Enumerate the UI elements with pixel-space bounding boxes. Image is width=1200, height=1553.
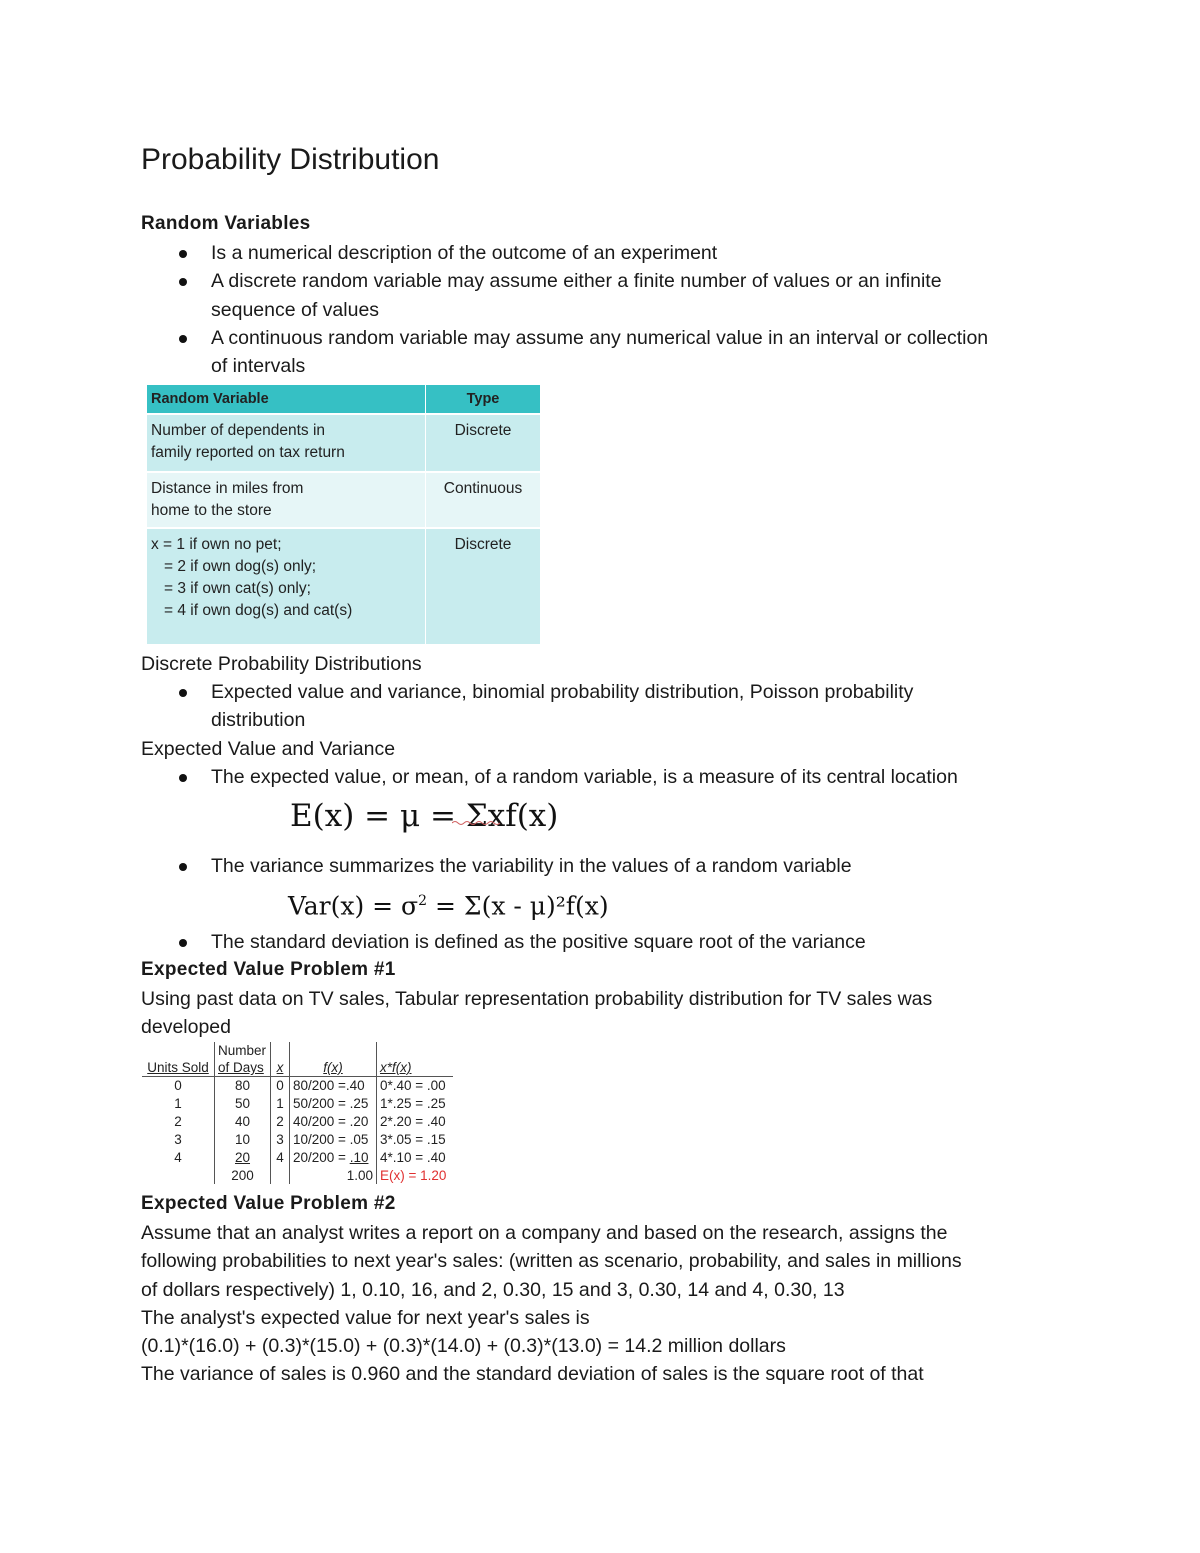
bullet-icon (179, 250, 187, 258)
total-days: 200 (215, 1167, 271, 1184)
cell-text: = 3 if own cat(s) only; (164, 580, 311, 597)
list-item: Expected value and variance, binomial probability distribution, Poisson probability distribution (141, 678, 1011, 735)
cell-text: home to the store (151, 502, 272, 519)
ev-list-3 (141, 928, 1111, 956)
page-title: Probability Distribution (141, 143, 440, 176)
text-line: following probabilities to next year's sales: (written as scenario, probability, and sales in millions (141, 1250, 962, 1273)
bullet-icon (179, 278, 187, 286)
list-item: The standard deviation is defined as the positive square root of the variance (141, 928, 1111, 956)
problem-1-heading: Expected Value Problem #1 (141, 959, 396, 980)
bullet-icon (179, 939, 187, 947)
list-item: Is a numerical description of the outcome of an experiment (141, 239, 1051, 267)
cell-text: x = 1 if own no pet; (151, 536, 282, 553)
bullet-icon (179, 863, 187, 871)
text-line: The analyst's expected value for next year's sales is (141, 1306, 590, 1329)
discrete-heading: Discrete Probability Distributions (141, 653, 422, 675)
table-header-row (142, 1042, 453, 1059)
cell-text: = 2 if own dog(s) only; (164, 558, 317, 575)
type-cell: Discrete (426, 528, 541, 644)
problem-2-heading: Expected Value Problem #2 (141, 1193, 396, 1214)
header-number: Number (215, 1042, 271, 1059)
table-row: 2 40 2 40/200 = .20 2*.20 = .40 (142, 1113, 453, 1131)
table-row (147, 528, 540, 644)
text-line: (0.1)*(16.0) + (0.3)*(15.0) + (0.3)*(14.0) + (0.3)*(13.0) = 14.2 million dollars (141, 1335, 786, 1358)
list-item: The variance summarizes the variability in the values of a random variable (141, 852, 1111, 880)
expected-value-total: E(x) = 1.20 (377, 1167, 454, 1184)
type-cell: Discrete (426, 414, 541, 472)
ev-list-1 (141, 763, 1111, 791)
list-item: The expected value, or mean, of a random variable, is a measure of its central location (141, 763, 1111, 791)
random-variable-table (147, 385, 540, 644)
list-item: A discrete random variable may assume either a finite number of values or an infinite sequence of values (141, 267, 1051, 324)
header-days: of Days (215, 1059, 271, 1077)
header-x: x (271, 1059, 290, 1077)
table-total-row (142, 1167, 453, 1184)
variance-formula: $Var(x) = \sigma^2 = \Sigma(x - \mu)^2f(x)$ (288, 891, 609, 921)
text-line: The variance of sales is 0.960 and the standard deviation of sales is the square root of that (141, 1363, 924, 1386)
table-row (147, 472, 540, 528)
ev-list-2 (141, 852, 1111, 880)
header-fx: f(x) (290, 1059, 377, 1077)
random-variables-heading: Random Variables (141, 213, 311, 234)
type-cell: Continuous (426, 472, 541, 528)
tv-sales-table (142, 1042, 453, 1184)
expected-value-formula: E(x) = μ = Σxf(x) (290, 798, 559, 834)
tv-sales-table-image (142, 1042, 464, 1184)
cell-text: family reported on tax return (151, 444, 345, 461)
problem-1-text-line-2: developed (141, 1016, 231, 1038)
table-row: 4 20 4 20/200 = .10 4*.10 = .40 (142, 1149, 453, 1167)
table-row: 0 80 0 80/200 =.40 0*.40 = .00 (142, 1077, 453, 1096)
header-units-sold: Units Sold (147, 1060, 209, 1075)
random-variables-list (141, 239, 1051, 380)
table-row (147, 414, 540, 472)
problem-1-text-line-1: Using past data on TV sales, Tabular representation probability distribution for TV sales was (141, 988, 933, 1010)
spellcheck-squiggle (452, 820, 502, 826)
total-fx: 1.00 (290, 1167, 377, 1184)
column-header-random-variable: Random Variable (147, 385, 426, 414)
problem-2-paragraph (141, 1219, 1081, 1389)
table-row: 1 50 1 50/200 = .25 1*.25 = .25 (142, 1095, 453, 1113)
cell-text: = 4 if own dog(s) and cat(s) (164, 602, 353, 619)
discrete-list (141, 678, 1011, 735)
ev-variance-heading: Expected Value and Variance (141, 738, 396, 760)
cell-text: Number of dependents in (151, 422, 326, 439)
bullet-icon (179, 335, 187, 343)
bullet-icon (179, 689, 187, 697)
column-header-type: Type (426, 385, 541, 414)
text-line: Assume that an analyst writes a report on a company and based on the research, assigns the (141, 1222, 948, 1244)
list-item: A continuous random variable may assume any numerical value in an interval or collection of intervals (141, 324, 1051, 381)
text-line: of dollars respectively) 1, 0.10, 16, and 2, 0.30, 15 and 3, 0.30, 14 and 4, 0.30, 13 (141, 1278, 845, 1301)
cell-text: Distance in miles from (151, 480, 304, 497)
table-header-row (147, 385, 540, 414)
header-xfx: x*f(x) (377, 1059, 454, 1077)
table-header-row (142, 1059, 453, 1077)
table-row: 3 10 3 10/200 = .05 3*.05 = .15 (142, 1131, 453, 1149)
bullet-icon (179, 774, 187, 782)
